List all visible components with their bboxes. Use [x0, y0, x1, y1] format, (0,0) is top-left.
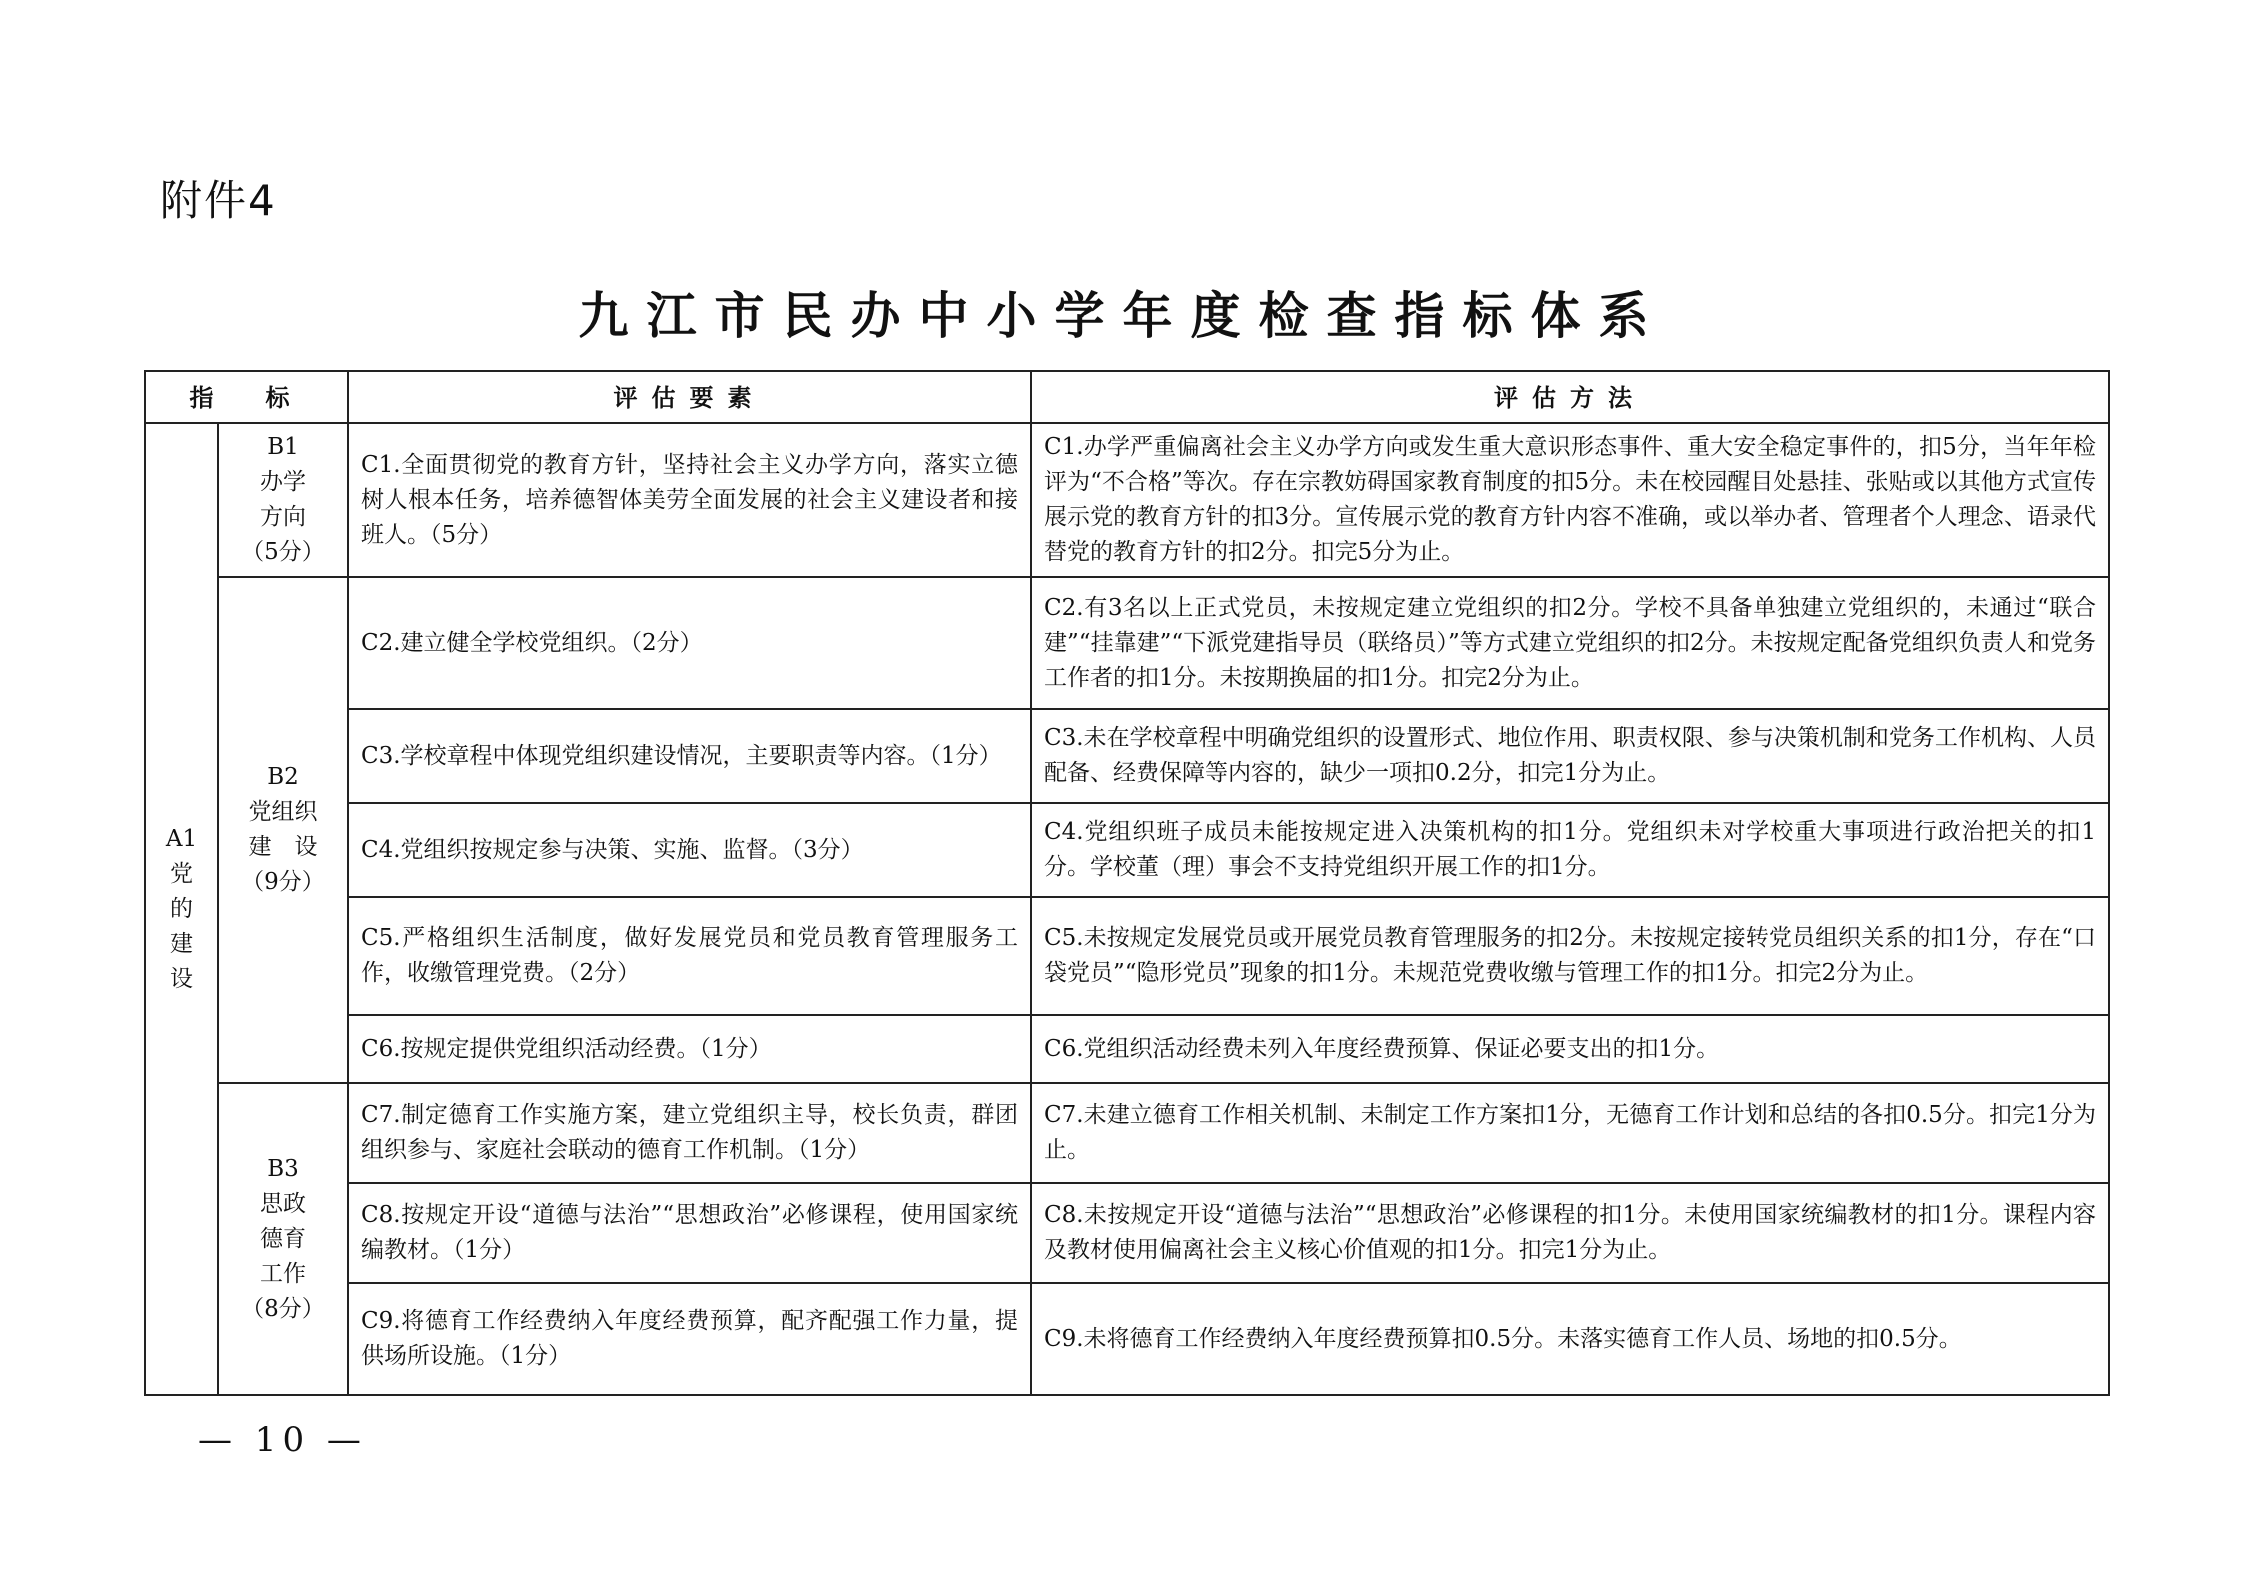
table-row: [145, 577, 2109, 709]
a1-code: A1: [165, 825, 198, 852]
element-cell: C5.严格组织生活制度，做好发展党员和党员教育管理服务工作，收缴管理党费。（2分）: [348, 897, 1031, 1015]
method-cell: C9.未将德育工作经费纳入年度经费预算扣0.5分。未落实德育工作人员、场地的扣0.5分。: [1031, 1283, 2109, 1395]
b3-moral-education-cell: [218, 1083, 348, 1395]
element-cell: C3.学校章程中体现党组织建设情况，主要职责等内容。（1分）: [348, 709, 1031, 803]
table-row: [145, 1183, 2109, 1283]
a1-char: 建: [170, 930, 193, 957]
method-cell: C2.有3名以上正式党员，未按规定建立党组织的扣2分。学校不具备单独建立党组织的，未通过“联合建”“挂靠建”“下派党建指导员（联络员）”等方式建立党组织的扣2分。未按规定配备党组织负责人和党务工作者的扣1分。未按期换届的扣1分。扣完2分为止。: [1031, 577, 2109, 709]
b1-code: B1: [267, 434, 299, 460]
method-cell: C6.党组织活动经费未列入年度经费预算、保证必要支出的扣1分。: [1031, 1015, 2109, 1083]
b2-party-org-cell: [218, 577, 348, 1083]
table-row: [145, 423, 2109, 577]
element-cell: C9.将德育工作经费纳入年度经费预算，配齐配强工作力量，提供场所设施。（1分）: [348, 1283, 1031, 1395]
document-title: 九江市民办中小学年度检查指标体系: [578, 286, 1667, 345]
method-cell: C5.未按规定发展党员或开展党员教育管理服务的扣2分。未按规定接转党员组织关系的扣1分，存在“口袋党员”“隐形党员”现象的扣1分。未规范党费收缴与管理工作的扣1分。扣完2分为止。: [1031, 897, 2109, 1015]
table-row: [145, 897, 2109, 1015]
attachment-label: 附件4: [160, 176, 277, 225]
b3-score: （8分）: [241, 1295, 325, 1322]
table-row: [145, 1083, 2109, 1183]
element-cell: C7.制定德育工作实施方案，建立党组织主导，校长负责，群团组织参与、家庭社会联动的德育工作机制。（1分）: [348, 1083, 1031, 1183]
header-indicator: 指 标: [145, 371, 348, 423]
method-cell: C4.党组织班子成员未能按规定进入决策机构的扣1分。党组织未对学校重大事项进行政治把关的扣1分。学校董（理）事会不支持党组织开展工作的扣1分。: [1031, 803, 2109, 897]
table-row: [145, 1015, 2109, 1083]
b2-name: 建 设: [248, 834, 318, 860]
header-method: 评估方法: [1031, 371, 2109, 423]
method-cell: C7.未建立德育工作相关机制、未制定工作方案扣1分，无德育工作计划和总结的各扣0.5分。扣完1分为止。: [1031, 1083, 2109, 1183]
element-cell: C2.建立健全学校党组织。（2分）: [348, 577, 1031, 709]
element-cell: C1.全面贯彻党的教育方针，坚持社会主义办学方向，落实立德树人根本任务，培养德智体美劳全面发展的社会主义建设者和接班人。（5分）: [348, 423, 1031, 577]
b3-name: 德育: [260, 1225, 306, 1252]
page-number: — 10 —: [198, 1420, 367, 1460]
a1-char: 党: [170, 860, 193, 887]
table-row: [145, 803, 2109, 897]
method-cell: C1.办学严重偏离社会主义办学方向或发生重大意识形态事件、重大安全稳定事件的，扣5分，当年年检评为“不合格”等次。存在宗教妨碍国家教育制度的扣5分。未在校园醒目处悬挂、张贴或以其他方式宣传展示党的教育方针的扣3分。宣传展示党的教育方针内容不准确，或以举办者、管理者个人理念、语录代替党的教育方针的扣2分。扣完5分为止。: [1031, 423, 2109, 577]
method-cell: C3.未在学校章程中明确党组织的设置形式、地位作用、职责权限、参与决策机制和党务工作机构、人员配备、经费保障等内容的，缺少一项扣0.2分，扣完1分为止。: [1031, 709, 2109, 803]
a1-party-building-cell: [145, 423, 218, 1395]
b3-name: 思政: [260, 1190, 306, 1217]
a1-char: 设: [170, 965, 193, 992]
table-row: [145, 1283, 2109, 1395]
b3-code: B3: [267, 1155, 299, 1182]
b2-score: （9分）: [241, 869, 325, 895]
b3-name: 工作: [260, 1260, 306, 1287]
b1-school-direction-cell: [218, 423, 348, 577]
indicator-table: [144, 370, 2110, 1396]
header-elements: 评估要素: [348, 371, 1031, 423]
method-cell: C8.未按规定开设“道德与法治”“思想政治”必修课程的扣1分。未使用国家统编教材的扣1分。课程内容及教材使用偏离社会主义核心价值观的扣1分。扣完1分为止。: [1031, 1183, 2109, 1283]
b1-name: 办学: [260, 469, 306, 495]
element-cell: C4.党组织按规定参与决策、实施、监督。（3分）: [348, 803, 1031, 897]
b1-name: 方向: [260, 504, 306, 530]
b2-name: 党组织: [248, 799, 318, 825]
table-row: [145, 709, 2109, 803]
a1-char: 的: [170, 895, 193, 922]
table-header-row: [145, 371, 2109, 423]
element-cell: C6.按规定提供党组织活动经费。（1分）: [348, 1015, 1031, 1083]
b1-score: （5分）: [241, 539, 325, 565]
b2-code: B2: [267, 764, 299, 790]
element-cell: C8.按规定开设“道德与法治”“思想政治”必修课程，使用国家统编教材。（1分）: [348, 1183, 1031, 1283]
